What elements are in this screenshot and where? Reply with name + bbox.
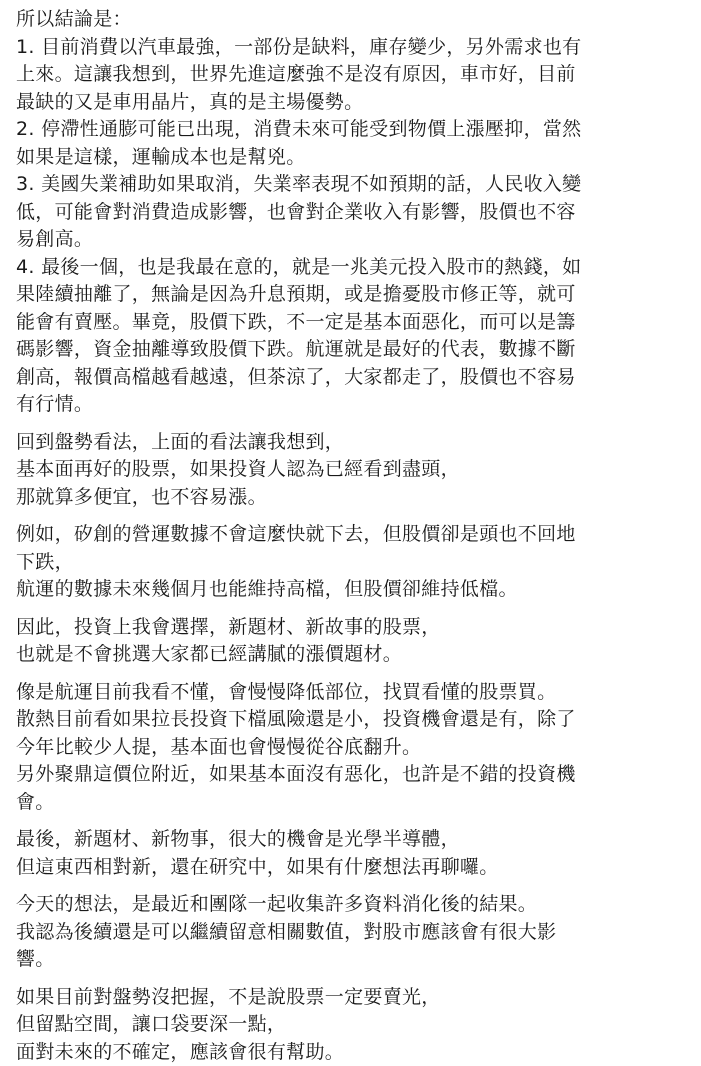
text-line: 因此，投資上我會選擇，新題材、新故事的股票， (16, 614, 685, 642)
paragraph-team-thoughts (16, 891, 685, 974)
text-line: 1. 目前消費以汽車最強，一部份是缺料，庫存變少，另外需求也有 (16, 34, 685, 62)
text-line: 但留點空間，讓口袋要深一點， (16, 1011, 685, 1039)
text-line: 下跌， (16, 549, 685, 577)
paragraph-strategy (16, 614, 685, 669)
text-line: 如果目前對盤勢沒把握，不是說股票一定要賣光， (16, 984, 685, 1012)
text-line: 那就算多便宜，也不容易漲。 (16, 484, 685, 512)
text-line: 面對未來的不確定，應該會很有幫助。 (16, 1039, 685, 1066)
paragraph-positions (16, 679, 685, 817)
text-line: 回到盤勢看法，上面的看法讓我想到， (16, 429, 685, 457)
paragraph-new-theme (16, 826, 685, 881)
text-line: 像是航運目前我看不懂，會慢慢降低部位，找買看懂的股票買。 (16, 679, 685, 707)
text-line: 2. 停滯性通膨可能已出現，消費未來可能受到物價上漲壓抑，當然 (16, 116, 685, 144)
text-line: 會。 (16, 789, 685, 817)
text-line: 航運的數據未來幾個月也能維持高檔，但股價卻維持低檔。 (16, 576, 685, 604)
text-line: 果陸續抽離了，無論是因為升息預期，或是擔憂股市修正等，就可 (16, 281, 685, 309)
text-line: 最缺的又是車用晶片，真的是主場優勢。 (16, 89, 685, 117)
text-line: 有行情。 (16, 391, 685, 419)
text-line: 但這東西相對新，還在研究中，如果有什麼想法再聊囉。 (16, 854, 685, 882)
text-line: 散熱目前看如果拉長投資下檔風險還是小，投資機會還是有，除了 (16, 706, 685, 734)
text-line: 創高，報價高檔越看越遠，但茶涼了，大家都走了，股價也不容易 (16, 364, 685, 392)
paragraph-market-view (16, 429, 685, 512)
text-line: 基本面再好的股票，如果投資人認為已經看到盡頭， (16, 456, 685, 484)
text-line: 例如，矽創的營運數據不會這麼快就下去，但股價卻是頭也不回地 (16, 521, 685, 549)
text-line: 也就是不會挑選大家都已經講膩的漲價題材。 (16, 641, 685, 669)
text-line: 碼影響，資金抽離導致股價下跌。航運就是最好的代表，數據不斷 (16, 336, 685, 364)
text-line: 易創高。 (16, 226, 685, 254)
text-line: 響。 (16, 946, 685, 974)
paragraph-conclusion (16, 6, 685, 419)
paragraph-example (16, 521, 685, 604)
text-line: 我認為後續還是可以繼續留意相關數值，對股市應該會有很大影 (16, 919, 685, 947)
text-line: 4. 最後一個，也是我最在意的，就是一兆美元投入股市的熱錢，如 (16, 254, 685, 282)
text-line: 最後，新題材、新物事，很大的機會是光學半導體， (16, 826, 685, 854)
text-line: 低，可能會對消費造成影響，也會對企業收入有影響，股價也不容 (16, 199, 685, 227)
text-line: 上來。這讓我想到，世界先進這麼強不是沒有原因，車市好，目前 (16, 61, 685, 89)
text-line: 所以結論是： (16, 6, 685, 34)
text-line: 如果是這樣，運輸成本也是幫兇。 (16, 144, 685, 172)
text-line: 今天的想法，是最近和團隊一起收集許多資料消化後的結果。 (16, 891, 685, 919)
text-line: 能會有賣壓。畢竟，股價下跌，不一定是基本面惡化，而可以是籌 (16, 309, 685, 337)
text-line: 另外聚鼎這價位附近，如果基本面沒有惡化，也許是不錯的投資機 (16, 761, 685, 789)
paragraph-closing (16, 984, 685, 1066)
text-line: 3. 美國失業補助如果取消，失業率表現不如預期的話，人民收入變 (16, 171, 685, 199)
text-line: 今年比較少人提，基本面也會慢慢從谷底翻升。 (16, 734, 685, 762)
